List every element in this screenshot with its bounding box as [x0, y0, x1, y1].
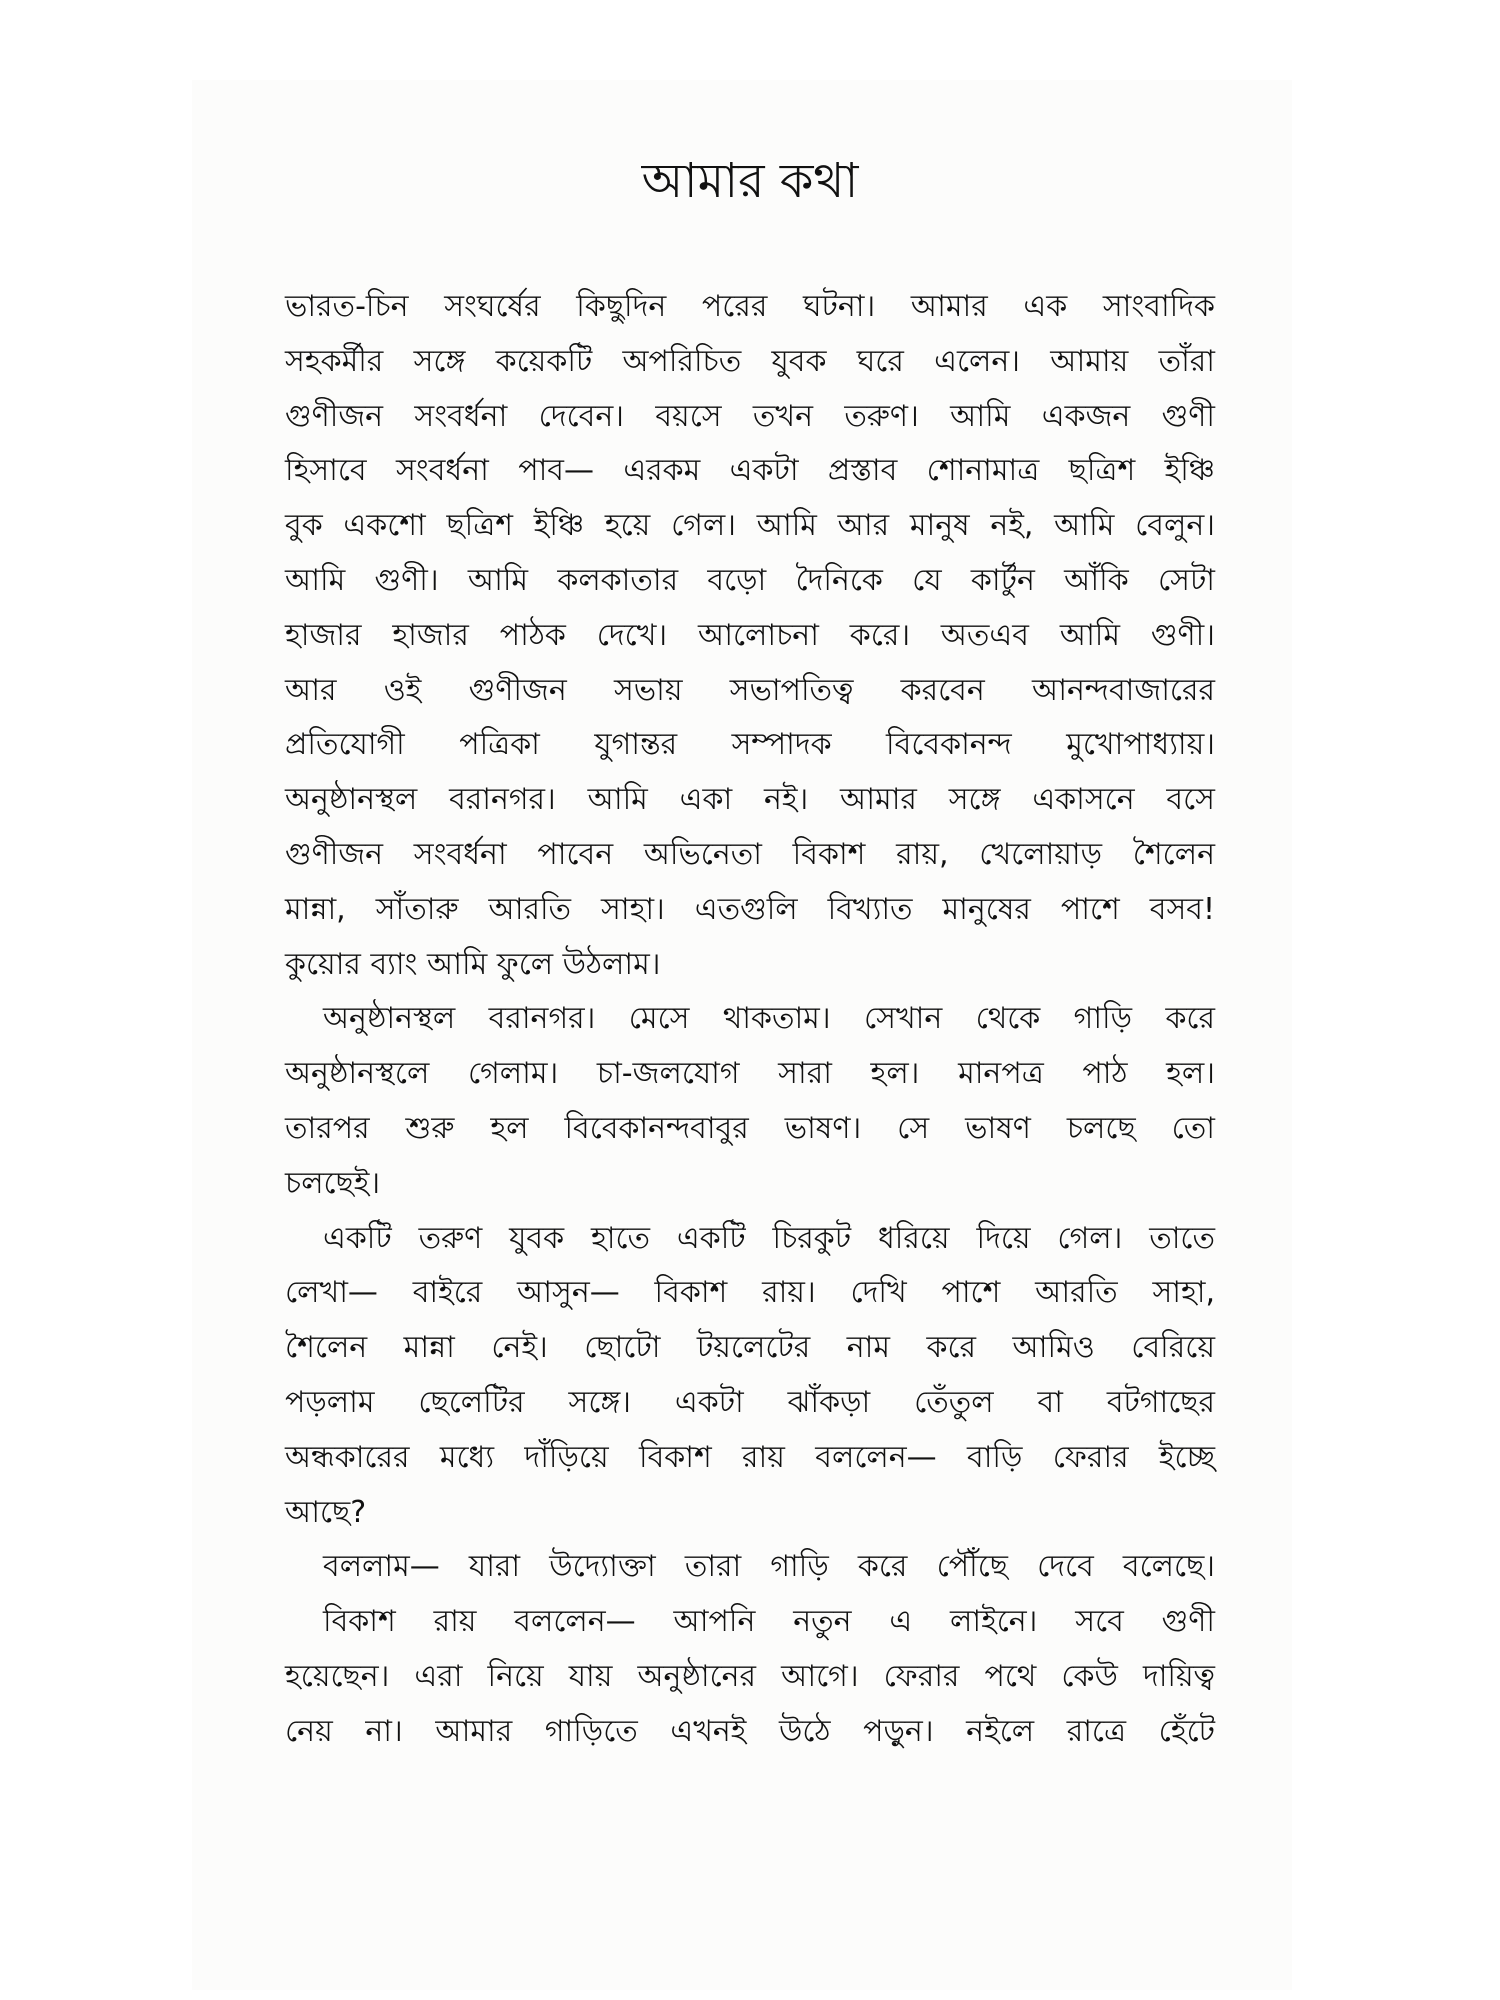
text-line: অন্ধকারের মধ্যে দাঁড়িয়ে বিকাশ রায় বললেন— বাড়ি ফেরার ইচ্ছে [285, 1439, 1215, 1475]
body-text [285, 280, 1215, 1760]
text-line: আছে? [285, 1494, 367, 1530]
chapter-title: আমার কথা [641, 153, 859, 209]
text-line: তারপর শুরু হল বিবেকানন্দবাবুর ভাষণ। সে ভাষণ চলছে তো [285, 1110, 1215, 1146]
text-line: বললাম— যারা উদ্যোক্তা তারা গাড়ি করে পৌঁছে দেবে বলেছে। [323, 1549, 1215, 1585]
text-line: একটি তরুণ যুবক হাতে একটি চিরকুট ধরিয়ে দিয়ে গেল। তাতে [323, 1220, 1215, 1256]
text-line: অনুষ্ঠানস্থল বরানগর। আমি একা নই। আমার সঙ্গে একাসনে বসে [285, 782, 1215, 818]
text-line: বিকাশ রায় বললেন— আপনি নতুন এ লাইনে। সবে গুণী [323, 1604, 1215, 1640]
text-line: হাজার হাজার পাঠক দেখে। আলোচনা করে। অতএব আমি গুণী। [285, 617, 1215, 653]
text-line: গুণীজন সংবর্ধনা পাবেন অভিনেতা বিকাশ রায়, খেলোয়াড় শৈলেন [285, 836, 1215, 872]
text-line: শৈলেন মান্না নেই। ছোটো টয়লেটের নাম করে আমিও বেরিয়ে [285, 1330, 1215, 1366]
text-line: চলছেই। [285, 1165, 381, 1201]
text-line: নেয় না। আমার গাড়িতে এখনই উঠে পড়ুন। নইলে রাত্রে হেঁটে [285, 1713, 1215, 1749]
text-line: প্রতিযোগী পত্রিকা যুগান্তর সম্পাদক বিবেকানন্দ মুখোপাধ্যায়। [285, 727, 1215, 763]
text-line: হিসাবে সংবর্ধনা পাব— এরকম একটা প্রস্তাব শোনামাত্র ছত্রিশ ইঞ্চি [285, 453, 1215, 489]
text-line: ভারত-চিন সংঘর্ষের কিছুদিন পরের ঘটনা। আমার এক সাংবাদিক [285, 289, 1215, 324]
text-line: আমি গুণী। আমি কলকাতার বড়ো দৈনিকে যে কার্টুন আঁকি সেটা [285, 562, 1215, 598]
text-line: হয়েছেন। এরা নিয়ে যায় অনুষ্ঠানের আগে। ফেরার পথে কেউ দায়িত্ব [285, 1658, 1215, 1694]
text-line: লেখা— বাইরে আসুন— বিকাশ রায়। দেখি পাশে আরতি সাহা, [285, 1275, 1215, 1311]
text-line: কুয়োর ব্যাং আমি ফুলে উঠলাম। [285, 946, 661, 982]
text-line: আর ওই গুণীজন সভায় সভাপতিত্ব করবেন আনন্দবাজারের [285, 672, 1215, 708]
text-line: বুক একশো ছত্রিশ ইঞ্চি হয়ে গেল। আমি আর মানুষ নই, আমি বেলুন। [285, 508, 1215, 544]
text-line: পড়লাম ছেলেটির সঙ্গে। একটা ঝাঁকড়া তেঁতুল বা বটগাছের [285, 1384, 1215, 1420]
text-line: গুণীজন সংবর্ধনা দেবেন। বয়সে তখন তরুণ। আমি একজন গুণী [285, 398, 1215, 434]
text-line: অনুষ্ঠানস্থলে গেলাম। চা-জলযোগ সারা হল। মানপত্র পাঠ হল। [285, 1056, 1215, 1092]
text-line: অনুষ্ঠানস্থল বরানগর। মেসে থাকতাম। সেখান থেকে গাড়ি করে [323, 1001, 1215, 1037]
text-line: মান্না, সাঁতারু আরতি সাহা। এতগুলি বিখ্যাত মানুষের পাশে বসব! [285, 891, 1215, 927]
text-line: সহকর্মীর সঙ্গে কয়েকটি অপরিচিত যুবক ঘরে এলেন। আমায় তাঁরা [285, 343, 1215, 379]
